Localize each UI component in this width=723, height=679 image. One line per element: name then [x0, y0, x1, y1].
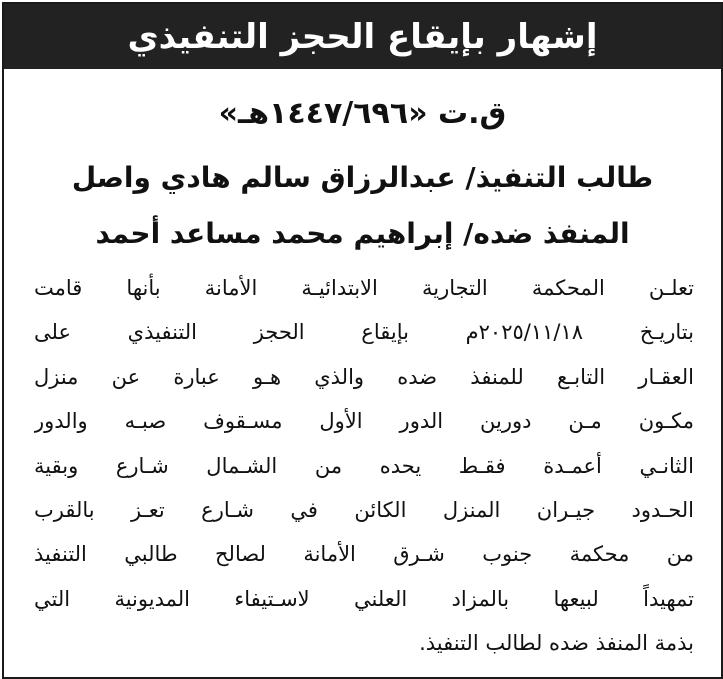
respondent-line: المنفذ ضده/ إبراهيم محمد مساعد أحمد [95, 217, 630, 250]
body-line: تمهيداً لبيعها بالمزاد العلني لاسـتيفاء المديونية التي [34, 586, 694, 611]
body-line: بتاريـخ ٢٠٢٥/١١/١٨م بإيقاع الحجز التنفيذي على [34, 320, 694, 345]
body-line: مكـون مـن دورين الدور الأول مسـقوف صبـه والدور [34, 409, 694, 434]
title-bar [4, 4, 721, 69]
case-number: ق.ت «١٤٤٧/٦٩٦هـ» [218, 96, 507, 131]
body-line: العقـار التابـع للمنفذ ضده والذي هـو عبارة عن منزل [34, 364, 694, 389]
notice-body [34, 266, 694, 666]
notice-frame [2, 2, 723, 679]
notice-title: إشهار بإيقاع الحجز التنفيذي [127, 16, 598, 57]
body-line: الثانـي أعمـدة فقـط يحده من الشـمال شـارع وبقية [34, 453, 694, 478]
applicant-line: طالب التنفيذ/ عبدالرزاق سالم هادي واصل [71, 161, 654, 194]
body-line: من محكمة جنوب شـرق الأمانة لصالح طالبي التنفيذ [34, 542, 694, 567]
body-line: الحـدود جيـران المنزل الكائن في شـارع تعـز بالقرب [34, 497, 694, 522]
body-line: بذمة المنفذ ضده لطالب التنفيذ. [419, 631, 694, 656]
body-line: تعلـن المحكمة التجارية الابتدائيـة الأمانة بأنها قامت [34, 276, 694, 300]
